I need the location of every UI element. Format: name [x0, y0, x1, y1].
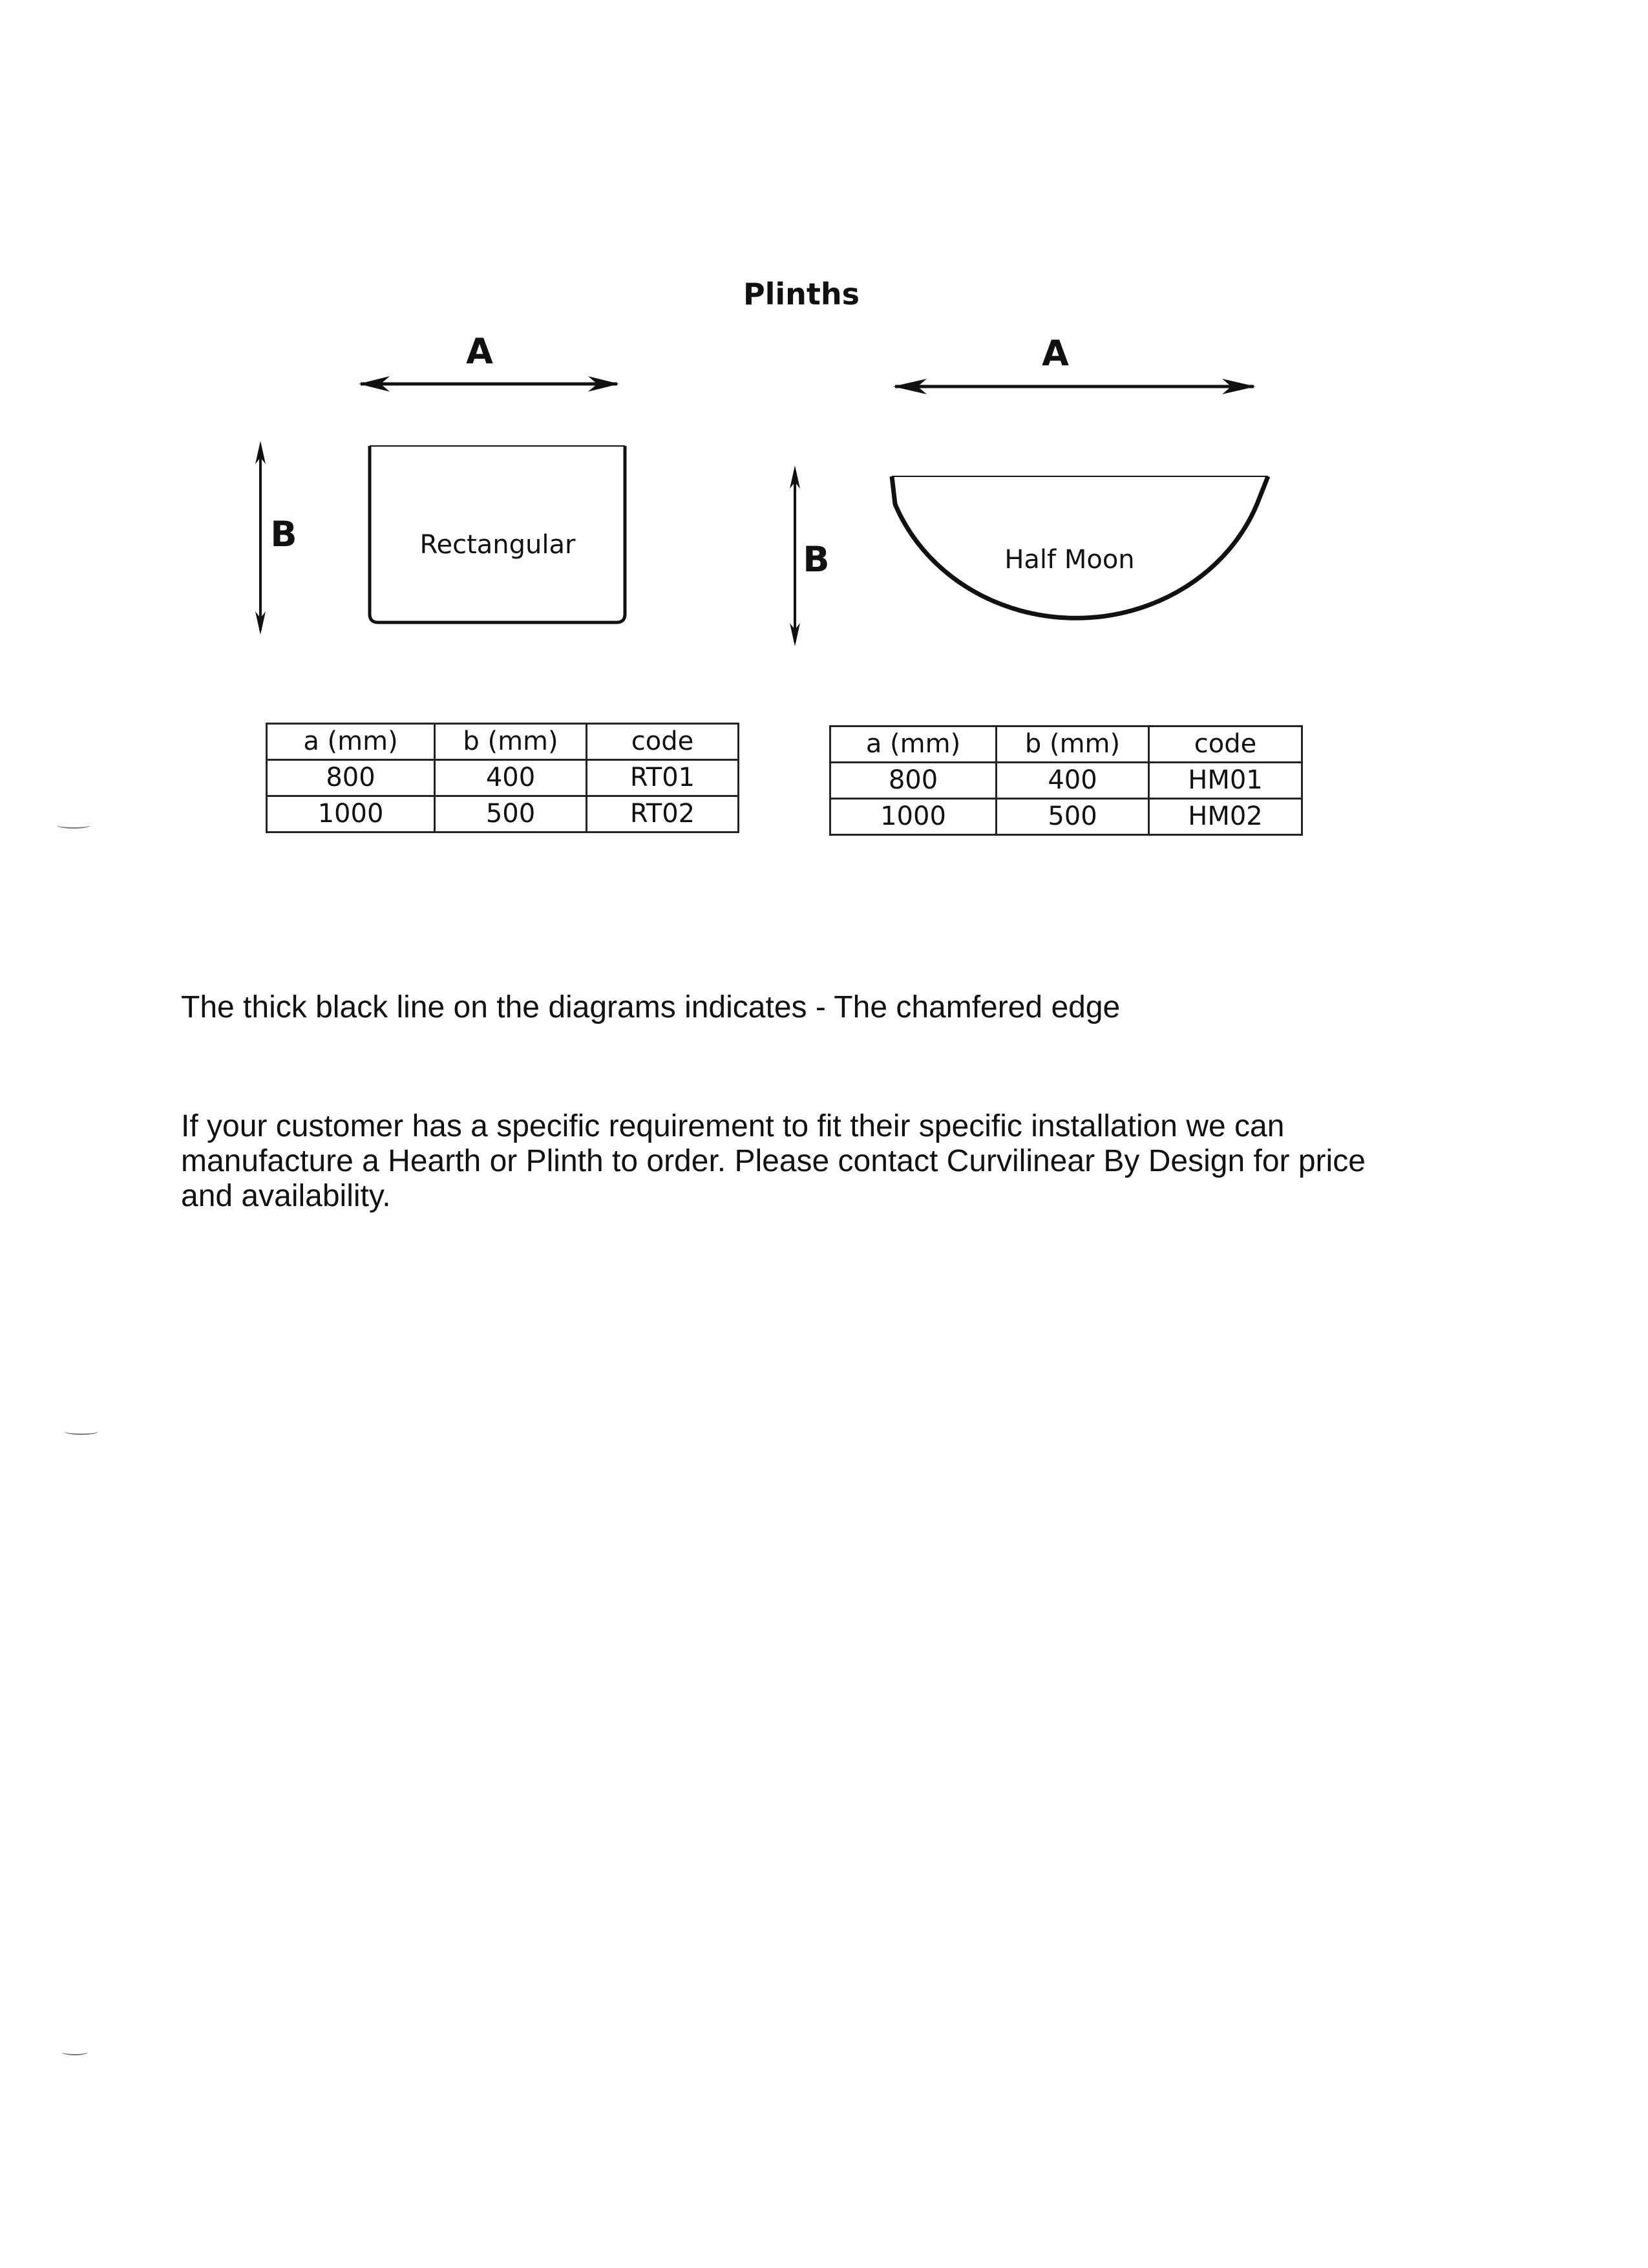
cell-b: 500: [997, 799, 1149, 835]
chamfer-note: The thick black line on the diagrams indicates - The chamfered edge: [181, 990, 1121, 1024]
header-b: b (mm): [997, 726, 1149, 763]
rectangular-label: Rectangular: [419, 530, 576, 560]
cell-b: 500: [435, 796, 587, 832]
cell-b: 400: [435, 760, 587, 796]
rectangular-spec-table: [266, 723, 739, 833]
cell-code: RT01: [587, 760, 739, 796]
cell-a: 800: [267, 760, 435, 796]
cell-code: HM01: [1149, 763, 1302, 799]
header-a: a (mm): [267, 724, 435, 760]
cell-b: 400: [997, 763, 1149, 799]
rectangular-diagram: [255, 376, 625, 635]
cell-code: RT02: [587, 796, 739, 832]
page-title: Plinths: [743, 277, 860, 312]
scan-mark: [62, 2049, 88, 2055]
cell-code: HM02: [1149, 799, 1302, 835]
table-row: [267, 760, 739, 796]
table-header-row: [267, 724, 739, 760]
custom-order-note: If your customer has a specific requirement to fit their specific installation we can manufacture a Hearth or Plinth to order. Please contact Curvilinear By Design for price and availability.: [181, 1109, 1366, 1213]
half-moon-spec-table: [829, 725, 1303, 836]
halfmoon-dimension-a-label: A: [1042, 333, 1069, 374]
half-moon-label: Half Moon: [1004, 545, 1135, 575]
header-b: b (mm): [435, 724, 587, 760]
table-row: [830, 799, 1302, 835]
table-row: [830, 763, 1302, 799]
cell-a: 800: [830, 763, 997, 799]
table-header-row: [830, 726, 1302, 763]
scan-mark: [65, 1428, 98, 1435]
table-row: [267, 796, 739, 832]
header-code: code: [587, 724, 739, 760]
scan-mark: [57, 822, 90, 829]
cell-a: 1000: [830, 799, 997, 835]
header-a: a (mm): [830, 726, 997, 763]
cell-a: 1000: [267, 796, 435, 832]
half-moon-diagram: [790, 379, 1268, 646]
rect-dimension-a-label: A: [466, 331, 493, 372]
halfmoon-dimension-b-label: B: [803, 539, 830, 580]
rect-dimension-b-label: B: [270, 514, 297, 555]
header-code: code: [1149, 726, 1302, 763]
